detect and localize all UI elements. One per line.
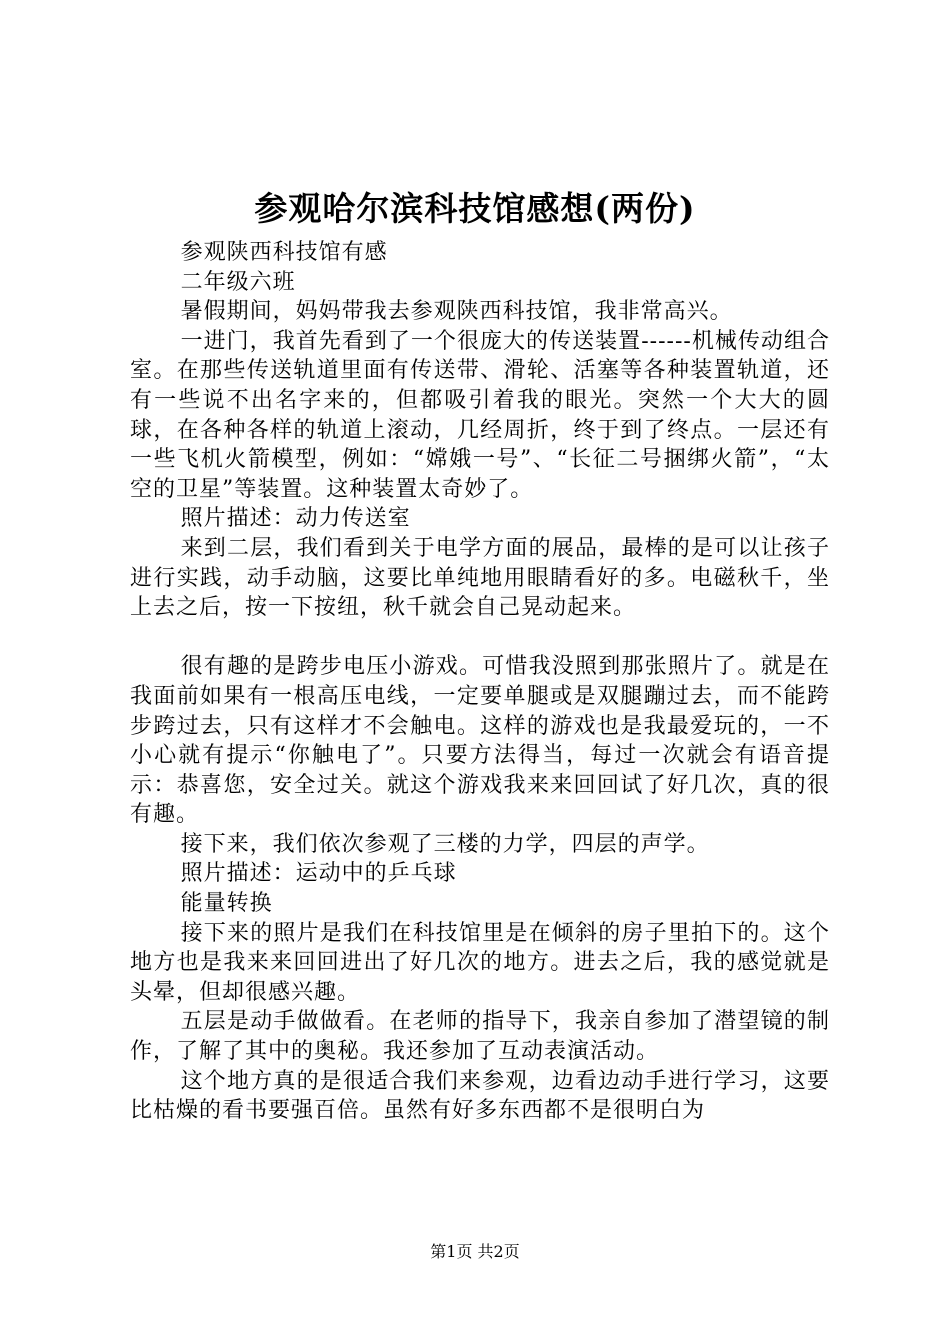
paragraph: 能量转换 (180, 891, 273, 917)
paragraph: 照片描述：运动中的乒乓球 (180, 861, 457, 887)
paragraph: 接下来，我们依次参观了三楼的力学，四层的声学。 (180, 831, 710, 857)
paragraph: 很有趣的是跨步电压小游戏。可惜我没照到那张照片了。就是在我面前如果有一根高压电线，一定要单腿或是双腿蹦过去，而不能跨步跨过去，只有这样才不会触电。这样的游戏也是我最爱玩的，一不小心就有提示“你触电了”。只要方法得当，每过一次就会有语音提示：恭喜您，安全过关。就这个游戏我来来回回试了好几次，真的很有趣。 (130, 654, 830, 828)
paragraph: 参观陕西科技馆有感 (180, 240, 388, 265)
document-body (130, 238, 830, 1126)
paragraph: 接下来的照片是我们在科技馆里是在倾斜的房子里拍下的。这个地方也是我来来回回进出了好几次的地方。进去之后，我的感觉就是头晕，但却很感兴趣。 (130, 920, 830, 1005)
paragraph: 来到二层，我们看到关于电学方面的展品，最棒的是可以让孩子进行实践，动手动脑，这要比单纯地用眼睛看好的多。电磁秋千，坐上去之后，按一下按纽，秋千就会自己晃动起来。 (130, 535, 830, 621)
paragraph: 暑假期间，妈妈带我去参观陕西科技馆，我非常高兴。 (180, 299, 733, 325)
paragraph: 照片描述：动力传送室 (180, 506, 411, 532)
paragraph: 一进门，我首先看到了一个很庞大的传送装置------机械传动组合室。在那些传送轨道里面有传送带、滑轮、活塞等各种装置轨道，还有一些说不出名字来的，但都吸引着我的眼光。突然一个大大的圆球，在各种各样的轨道上滚动，几经周折，终于到了终点。一层还有一些飞机火箭模型，例如：“嫦娥一号”、“长征二号捆绑火箭”，“太空的卫星”等装置。这种装置太奇妙了。 (130, 328, 830, 502)
page-footer: 第1页 共2页 (430, 1242, 520, 1261)
document-title: 参观哈尔滨科技馆感想(两份) (254, 189, 696, 228)
paragraph: 这个地方真的是很适合我们来参观，边看边动手进行学习，这要比枯燥的看书要强百倍。虽然有好多东西都不是很明白为 (130, 1068, 830, 1124)
paragraph: 二年级六班 (180, 269, 296, 295)
paragraph: 五层是动手做做看。在老师的指导下，我亲自参加了潜望镜的制作，了解了其中的奥秘。我还参加了互动表演活动。 (130, 1009, 830, 1065)
